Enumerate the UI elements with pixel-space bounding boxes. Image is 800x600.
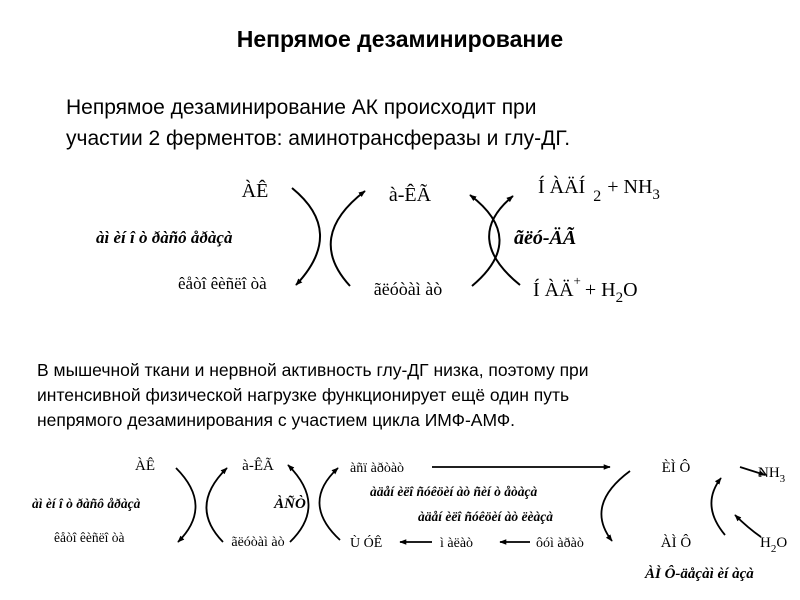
s2-arrow-ast-right [319,468,340,540]
s1-nh3-sub: 3 [652,187,660,203]
s2-amp-label: ÀÌ Ô [660,535,692,551]
scheme-2 [32,457,787,582]
s2-h2o: H [760,535,771,551]
s2-arrow-h2o [735,515,761,537]
s1-nadh-sub: 2 [593,188,602,205]
s2-akg-label: à-ÊÃ [242,458,274,474]
s2-nh3: NH [758,465,780,481]
s1-nadplus: Í ÀÄ [533,279,574,301]
note-line-3: непрямого дезаминирования с участием цикла ИМФ-АМФ. [37,410,516,430]
scheme-1 [96,175,660,306]
s2-ampd-label: ÀÌ Ô-äåçàì èí àçà [645,566,754,582]
s1-arrow-ak-to-ketoacid [292,188,320,285]
s2-glu-label: ãëóòàì àò [231,535,285,550]
s2-nh3-label [758,465,786,485]
s1-h2o-sub: 2 [615,290,624,306]
s1-nadh: Í ÀÄÍ [538,176,586,198]
page-title: Непрямое дезаминирование [236,26,564,52]
intro-line-1: Непрямое дезаминирование АК происходит при [66,96,537,119]
s1-arrow-nad [470,195,500,286]
s1-akg-label: à-ÊÃ [388,184,432,206]
s2-ast-label: ÀÑÒ [274,496,306,512]
s2-enzyme1-label: àäåí èëî ñóêöèí àò ñèí ò åòàçà [370,484,538,499]
s1-arrow-akg-glu [331,191,365,286]
s2-h2o-o: O [776,535,788,551]
s2-h2o-sub: 2 [770,543,777,555]
s2-arrow-imp-cycle [601,471,630,541]
s2-fumarate-label: ôóì àðàò [536,536,584,551]
s2-arrow-akg-glu [206,468,227,542]
s2-aspartate-label: àñï àðòàò [350,461,405,476]
s2-arrow-amp-to-imp [711,478,725,535]
note-line-2: интенсивной физической нагрузке функционирует ещё один путь [37,385,570,405]
s2-aminotransferase-label: àì èí î ò ðàñô åðàçà [32,496,141,511]
s1-ak-label: ÀÊ [241,180,269,202]
s1-nadplus-sup: + [573,273,581,288]
s2-nh3-sub: 3 [779,473,786,485]
s1-h2o-plus: + H [584,279,616,301]
s1-nadplus-label [533,273,638,306]
note-line-1: В мышечной ткани и нервной активность глу-ДГ низка, поэтому при [37,360,589,380]
s1-nadh-label [538,175,660,205]
s2-malate-label: ì àëàò [440,536,474,551]
s2-oaa-label: Ù ÓÊ [350,536,383,551]
s1-ketoacid-label: êåòî êèñëî òà [178,274,267,293]
intro-line-2: участии 2 ферментов: аминотрансферазы и глу-ДГ. [66,127,571,150]
s1-nh3-plus: + NH [607,176,653,198]
s1-aminotransferase-label: àì èí î ò ðàñô åðàçà [96,228,233,247]
s1-gludh-label: ãëó-ÄÃ [514,227,577,249]
s2-imp-label: ÈÌ Ô [661,460,691,476]
s2-ak-label: ÀÊ [135,458,155,474]
s2-ketoacid-label: êåòî êèñëî òà [54,530,125,545]
s1-h2o-o: O [623,279,638,301]
s2-arrow-ak-to-ketoacid [176,468,196,542]
s1-glu-label: ãëóòàì àò [373,279,443,299]
s2-enzyme2-label: àäåí èëî ñóêöèí àò ëèàçà [418,509,553,524]
s2-h2o-label [760,535,787,555]
